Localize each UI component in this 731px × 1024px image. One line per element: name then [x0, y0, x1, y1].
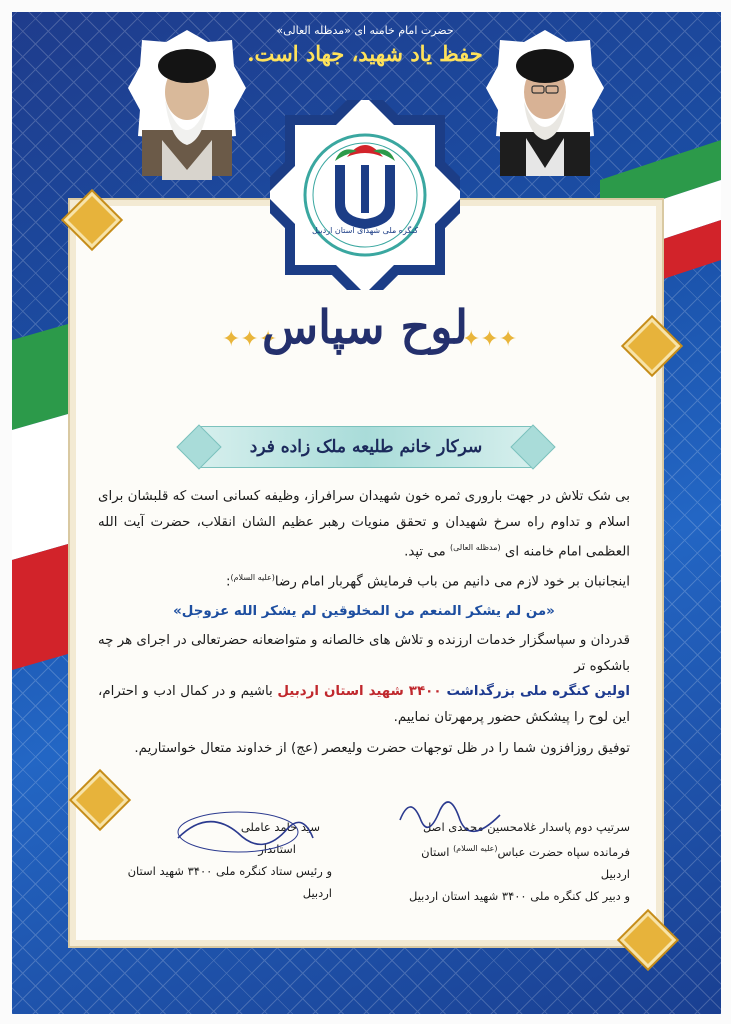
body-paragraph-2 [98, 565, 630, 595]
signature-block-right [400, 816, 630, 907]
header [230, 24, 500, 66]
hadith-quote: «من لم یشکر المنعم من المخلوقین لم یشکر الله عزوجل» [173, 603, 555, 619]
signer-right-title-b: استان اردبیل [421, 844, 630, 881]
signer-right-name: سرتیپ دوم پاسدار غلامحسین محمدی اصل [422, 820, 630, 834]
body-p1-end: می تپد. [404, 544, 450, 560]
signer-right-title-a: فرمانده سپاه حضرت عباس [497, 844, 630, 859]
title-ornament-right: ✦✦✦ [462, 327, 518, 352]
signer-left-name: سید حامد عاملی [240, 820, 320, 834]
title-row [200, 300, 530, 380]
title-ornament-left: ✦✦✦ [222, 327, 278, 352]
header-subtitle: حضرت امام خامنه ای «مدظله العالی» [276, 24, 454, 37]
portrait-right-image [486, 30, 604, 180]
body-p2-colon: : [225, 574, 231, 590]
body-p2-text: اینجانبان بر خود لازم می دانیم من باب فرمایش گهربار امام رضا [274, 574, 630, 590]
body-paragraph-3: قدردان و سپاسگزار خدمات ارزنده و تلاش های خالصانه و متواضعانه حضرتعالی در اجرای هر چه باشکوه تر [98, 633, 630, 674]
martyrs-count: ۳۴۰۰ شهید استان اردبیل [277, 684, 442, 700]
body-paragraph-1 [98, 484, 630, 565]
certificate-title: لوح سپاس [261, 300, 469, 354]
logo-caption: کنگره ملی شهدای استان اردبیل [311, 226, 419, 235]
signer-right-role: و دبیر کل کنگره ملی ۳۴۰۰ شهید استان اردبیل [408, 888, 630, 903]
signer-left-role: و رئیس ستاد کنگره ملی ۳۴۰۰ شهید استان اردبیل [127, 864, 332, 900]
recipient-name: سرکار خانم طلیعه ملک زاده فرد [249, 437, 483, 457]
body-p4-rest: باشیم و در کمال ادب و احترام، این لوح را پیشکش حضور پرمهرتان نماییم. [98, 684, 630, 725]
signer-left-title: استاندار [258, 842, 296, 856]
portrait-left [128, 30, 246, 180]
body-p1-honorific: (مدظله العالی) [449, 543, 501, 552]
body-p2-honorific: (علیه السلام) [230, 572, 275, 582]
body-paragraph-5: توفیق روزافزون شما را در ظل توجهات حضرت ولیعصر (عج) از خداوند متعال خواستاریم. [134, 741, 630, 757]
recipient-banner [198, 426, 534, 468]
portrait-right [486, 30, 604, 180]
congress-name: اولین کنگره ملی بزرگداشت [441, 684, 630, 700]
body-paragraph-4 [98, 679, 630, 730]
body-p1-text: بی شک تلاش در جهت باروری ثمره خون شهیدان سرافراز، وظیفه کسانی است که قلبشان برای اسلام و تداوم راه سرخ شهیدان و تحقق منویات رهبر عظیم الشان انقلاب، حضرت آیت الله العظمی امام خامنه ای [98, 489, 630, 560]
signer-right-honorific: (علیه السلام) [453, 844, 498, 853]
header-motto: حفظ یاد شهید، جهاد است. [247, 41, 483, 66]
signature-right-scribble [390, 790, 510, 850]
congress-logo [270, 100, 460, 290]
signature-block-left [112, 816, 332, 904]
logo-emblem [270, 100, 460, 290]
signature-left-scribble [168, 798, 318, 868]
certificate-body [98, 484, 630, 762]
portrait-left-image [128, 30, 246, 180]
